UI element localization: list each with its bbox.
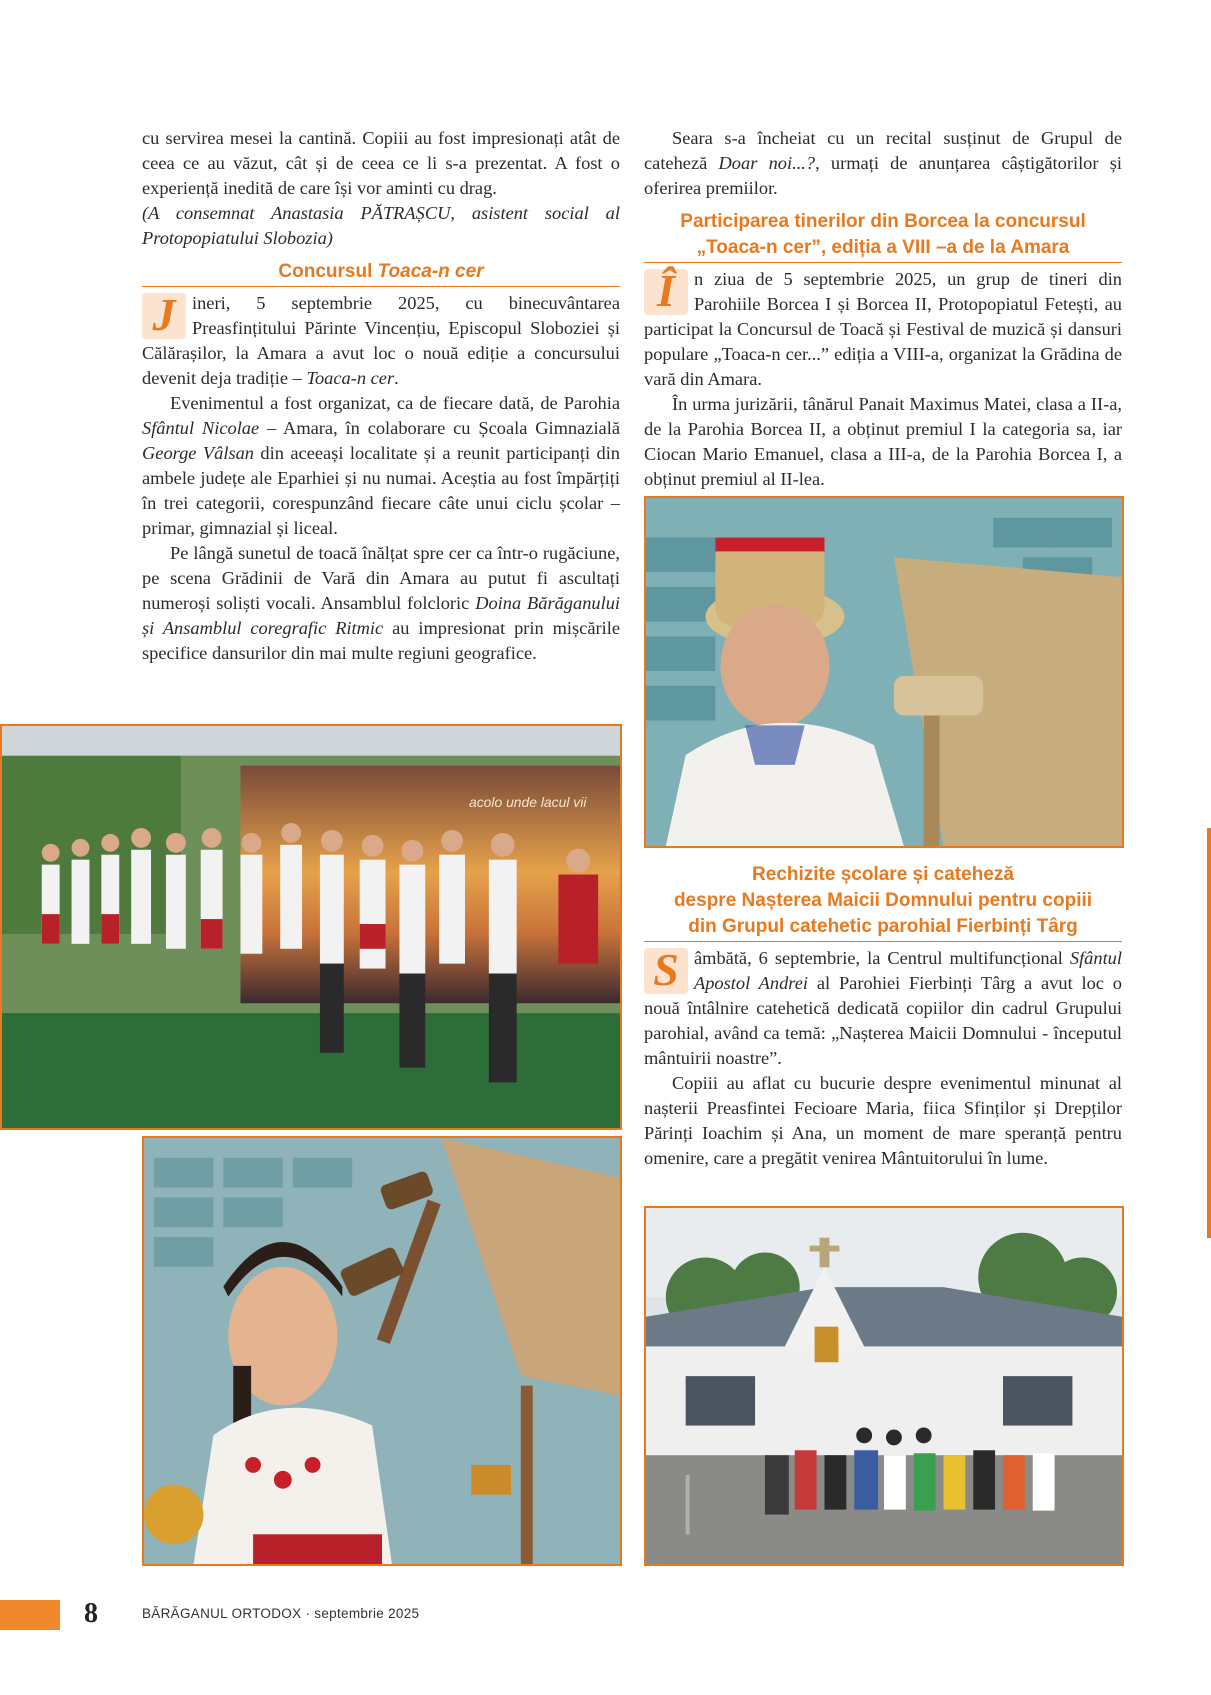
borcea-paragraph-2: În urma jurizării, tânărul Panait Maximus Matei, clasa a II-a, de la Parohia Borcea II, a obținut premiul I la categoria sa, iar Ciocan Mario Emanuel, clasa a III-a, de la Parohia Borcea I, a obținut premiul al II-lea. [644, 394, 1122, 489]
right-column-lower [644, 862, 1122, 1171]
paragraph-1: J ineri, 5 septembrie 2025, cu binecuvântarea Preasfințitului Părinte Vincențiu, Episcopul Sloboziei și Călărașilor, la Amara a avut loc o nouă ediție a concursului devenit deja tradiție – Toaca-n cer. [142, 289, 620, 388]
intro-paragraph: cu servirea mesei la cantină. Copiii au fost impresionați atât de ceea ce au văzut, cât și de ceea ce li s-a prezentat. A fost o experiență inedită de care își vor aminti cu drag. (A consemnat Anastasia PĂTRAȘCU, asistent social al Protopopiatului Slobozia) [142, 128, 620, 248]
footer-accent-bar [0, 1600, 60, 1630]
footer-publication: BĂRĂGANUL ORTODOX · septembrie 2025 [142, 1606, 420, 1621]
photo-group-church [644, 1206, 1124, 1566]
section-heading-toaca: Concursul Toaca-n cer [142, 259, 620, 287]
side-accent-bar [1207, 828, 1211, 1238]
photo-girl-toaca [142, 1136, 622, 1566]
recital-paragraph: Seara s-a încheiat cu un recital susținut de Grupul de cateheză Doar noi...?, urmați de anunțarea câștigătorilor și oferirea premiilor. [644, 128, 1122, 198]
paragraph-2: Evenimentul a fost organizat, ca de fiecare dată, de Parohia Sfântul Nicolae – Amara, în colaborare cu Școala Gimnazială George Vâlsan din aceeași localitate și a reunit participanți din ambele județe ale Eparhiei și nu numai. Aceștia au fost împărțiți în trei categorii, corespunzând fiecare câte unui ciclu școlar – primar, gimnazial și liceal. [142, 393, 621, 538]
dropcap: Î [644, 269, 688, 315]
section-heading-borcea: Participarea tinerilor din Borcea la concursul „Toaca-n cer”, ediția a VIII –a de la Amara [644, 209, 1122, 263]
section-heading-rechizite: Rechizite școlare și cateheză despre Nașterea Maicii Domnului pentru copiii din Grupul catehetic parohial Fierbinți Târg [644, 862, 1122, 942]
photo-boy-toaca [644, 496, 1124, 848]
credit-line: (A consemnat Anastasia PĂTRAȘCU, asistent social al Protopopiatului Slobozia) [142, 203, 620, 248]
stage-banner-text: acolo unde lacul vii [468, 794, 587, 811]
page-number: 8 [84, 1598, 98, 1629]
left-column [142, 126, 620, 666]
right-column [644, 126, 1122, 492]
dropcap: J [142, 293, 186, 339]
dropcap: S [644, 948, 688, 994]
borcea-paragraph-1: Î n ziua de 5 septembrie 2025, un grup de tineri din Parohiile Borcea I și Borcea II, Protopopiatul Fetești, au participat la Concursul de Toacă și Festival de muzică și dansuri populare „Toaca-n cer...” ediția a VIII-a, organizat la Grădina de vară din Amara. [644, 265, 1122, 389]
paragraph-3: Pe lângă sunetul de toacă înălțat spre cer ca într-o rugăciune, pe scena Grădinii de Vară din Amara au putut fi ascultați numeroși soliști vocali. Ansamblul folcloric Doina Bărăganului și Ansamblul coregrafic Ritmic au impresionat prin mișcările specifice dansurilor din mai multe regiuni geografice. [142, 543, 620, 663]
photo-choir-stage [0, 724, 622, 1130]
fierbinti-paragraph-1: S âmbătă, 6 septembrie, la Centrul multifuncțional Sfântul Apostol Andrei al Parohiei Fierbinți Târg a avut loc o nouă întâlnire catehetică dedicată copiilor din cadrul Grupului parohial, având ca temă: „Nașterea Maicii Domnului - începutul mântuirii noastre”. [644, 944, 1122, 1068]
fierbinti-paragraph-2: Copiii au aflat cu bucurie despre evenimentul minunat al nașterii Preasfintei Fecioare Maria, fiica Sfinților și Drepților Părinți Ioachim și Ana, un moment de mare speranță pentru omenire, care a pregătit venirea Mântuitorului în lume. [644, 1073, 1122, 1168]
